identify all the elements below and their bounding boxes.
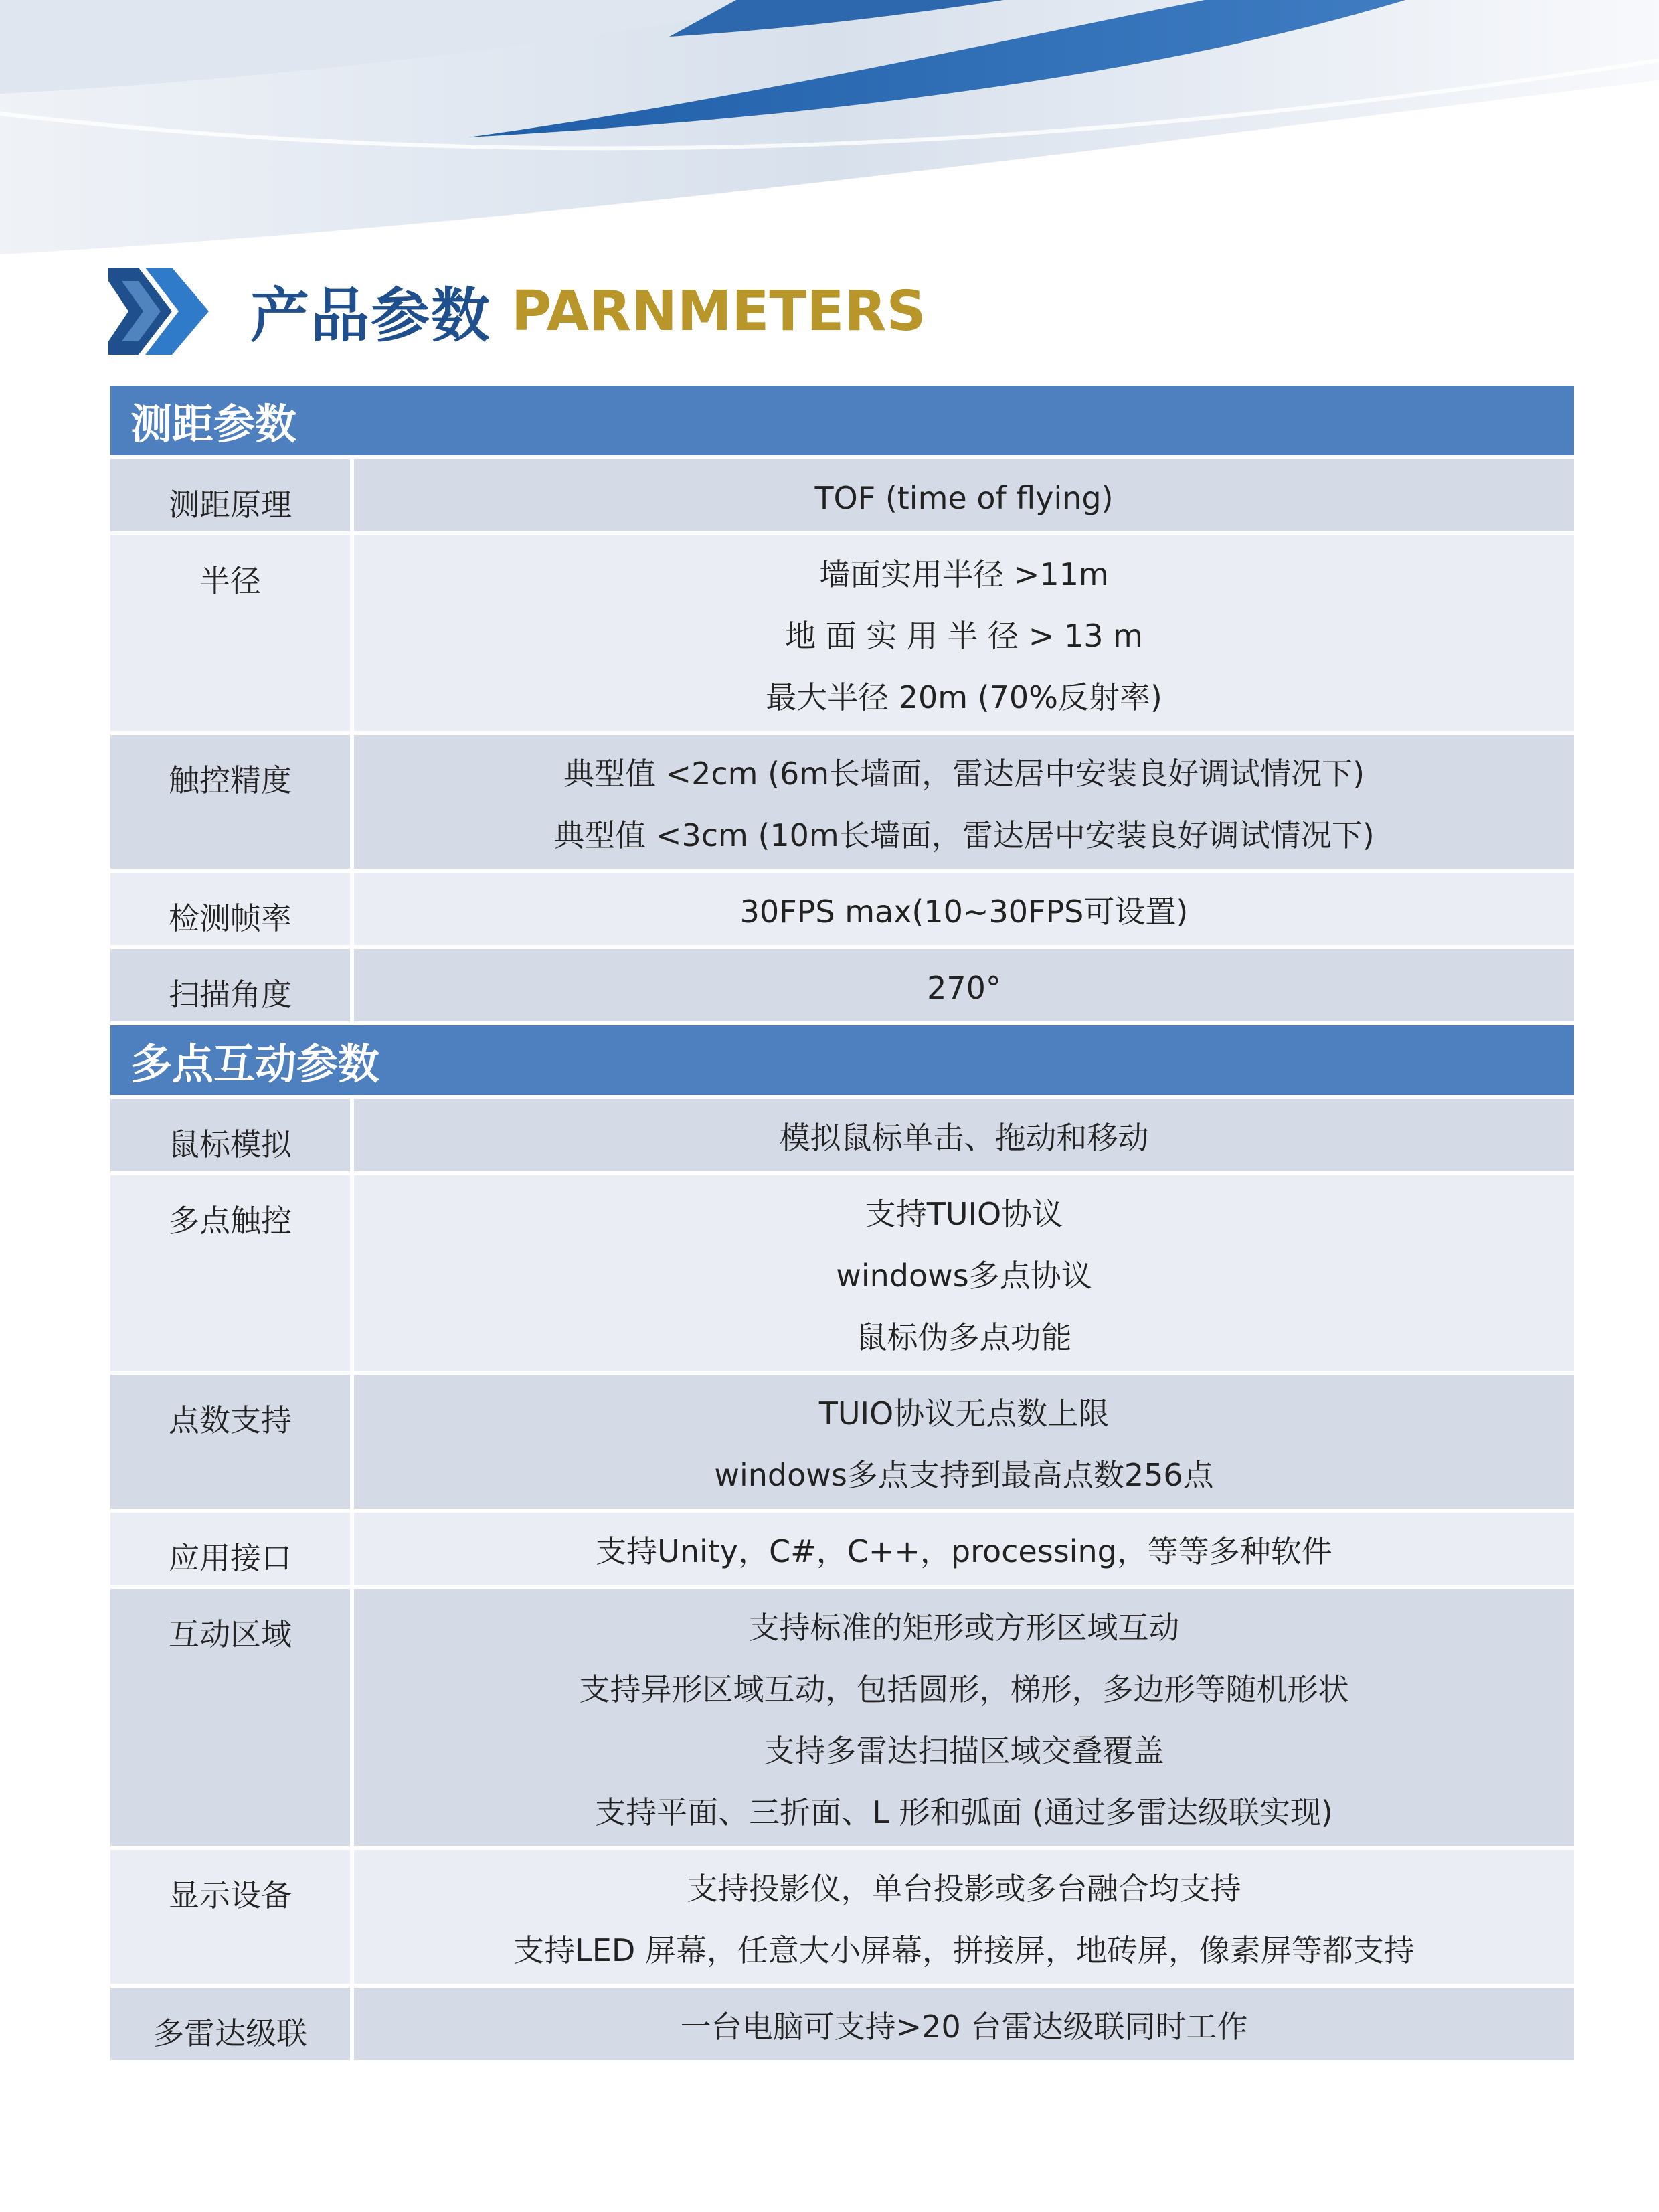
table-row — [110, 459, 1574, 535]
parameters-table — [110, 386, 1574, 2064]
value-line: 支持Unity，C#，C++，processing，等等多种软件 — [596, 1533, 1332, 1569]
section-title: 多点互动参数 — [130, 1039, 380, 1088]
table-row — [110, 873, 1574, 949]
table-row — [110, 949, 1574, 1025]
double-chevron-right-icon — [108, 268, 215, 355]
value-line: windows多点协议 — [836, 1258, 1092, 1294]
section-header — [110, 1025, 1574, 1099]
page-title-cn: 产品参数 — [250, 281, 492, 350]
row-label: 触控精度 — [110, 735, 354, 869]
row-label: 多雷达级联 — [110, 1988, 354, 2060]
table-row — [110, 1513, 1574, 1589]
table-row — [110, 1099, 1574, 1175]
value-line: 支持标准的矩形或方形区域互动 — [748, 1610, 1180, 1646]
value-line: 地 面 实 用 半 径 > 13 m — [785, 618, 1143, 654]
value-line: 一台电脑可支持>20 台雷达级联同时工作 — [680, 2009, 1248, 2045]
row-label: 半径 — [110, 535, 354, 731]
value-line: 支持投影仪，单台投影或多台融合均支持 — [687, 1871, 1241, 1907]
row-label: 互动区域 — [110, 1589, 354, 1846]
row-value — [354, 1850, 1574, 1984]
value-line: 鼠标伪多点功能 — [856, 1319, 1072, 1355]
row-label: 鼠标模拟 — [110, 1099, 354, 1171]
row-value — [354, 459, 1574, 531]
value-line: 模拟鼠标单击、拖动和移动 — [779, 1120, 1149, 1156]
row-value — [354, 735, 1574, 869]
row-label: 点数支持 — [110, 1375, 354, 1509]
row-value — [354, 1099, 1574, 1171]
value-line: windows多点支持到最高点数256点 — [714, 1457, 1214, 1493]
value-line: 270° — [927, 970, 1001, 1006]
table-row — [110, 1589, 1574, 1850]
row-label: 扫描角度 — [110, 949, 354, 1021]
table-row — [110, 1988, 1574, 2064]
row-value — [354, 1175, 1574, 1371]
table-row — [110, 1850, 1574, 1988]
value-line: 支持LED 屏幕，任意大小屏幕，拼接屏，地砖屏，像素屏等都支持 — [513, 1932, 1415, 1968]
row-label: 测距原理 — [110, 459, 354, 531]
row-value — [354, 1513, 1574, 1585]
value-line: 30FPS max(10~30FPS可设置) — [739, 894, 1189, 930]
table-row — [110, 535, 1574, 735]
row-value — [354, 1375, 1574, 1509]
row-value — [354, 873, 1574, 945]
value-line: TOF (time of flying) — [814, 480, 1114, 516]
page-heading — [108, 264, 926, 358]
value-line: 支持TUIO协议 — [865, 1196, 1063, 1232]
row-value — [354, 1589, 1574, 1846]
row-value — [354, 1988, 1574, 2060]
row-label: 多点触控 — [110, 1175, 354, 1371]
page-title-en: PARNMETERS — [511, 279, 926, 343]
row-label: 应用接口 — [110, 1513, 354, 1585]
value-line: 支持多雷达扫描区域交叠覆盖 — [764, 1733, 1164, 1769]
value-line: TUIO协议无点数上限 — [818, 1395, 1110, 1432]
table-row — [110, 1175, 1574, 1375]
row-value — [354, 535, 1574, 731]
value-line: 支持平面、三折面、L 形和弧面 (通过多雷达级联实现) — [595, 1794, 1333, 1831]
value-line: 墙面实用半径 >11m — [819, 556, 1109, 592]
value-line: 典型值 <3cm (10m长墙面，雷达居中安装良好调试情况下) — [553, 817, 1375, 853]
value-line: 支持异形区域互动，包括圆形，梯形，多边形等随机形状 — [579, 1671, 1349, 1707]
value-line: 最大半径 20m (70%反射率) — [766, 679, 1162, 715]
header-wave-decoration — [0, 0, 1659, 281]
table-row — [110, 1375, 1574, 1513]
table-row — [110, 735, 1574, 873]
value-line: 典型值 <2cm (6m长墙面，雷达居中安装良好调试情况下) — [563, 756, 1365, 792]
row-value — [354, 949, 1574, 1021]
section-header — [110, 386, 1574, 459]
row-label: 显示设备 — [110, 1850, 354, 1984]
section-title: 测距参数 — [130, 399, 297, 448]
row-label: 检测帧率 — [110, 873, 354, 945]
